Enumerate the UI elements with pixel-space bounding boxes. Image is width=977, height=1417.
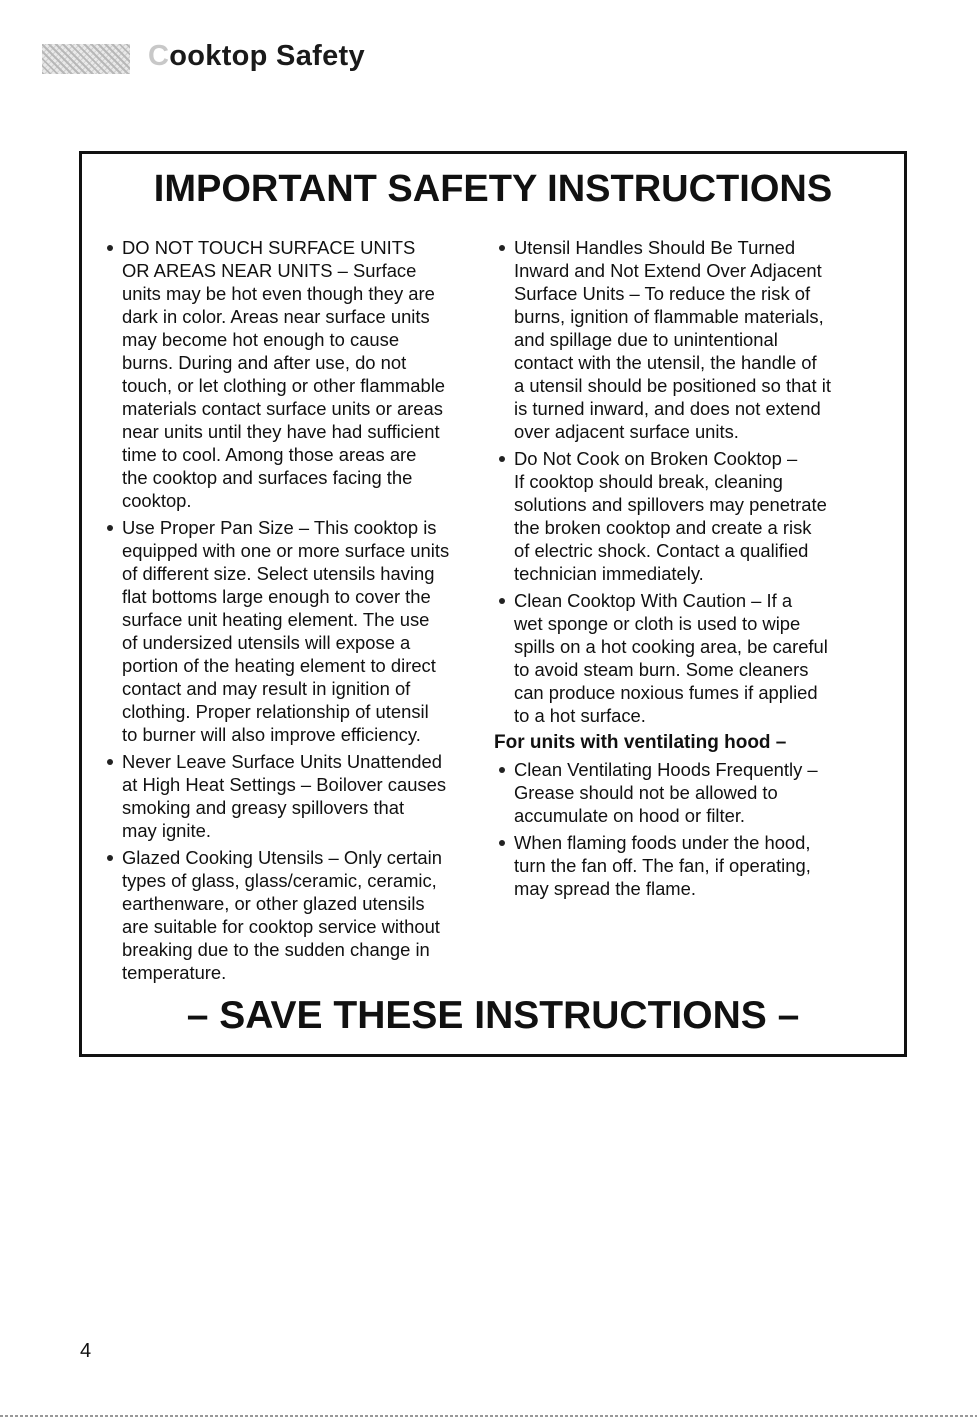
bullet-text-line: of undersized utensils will expose a (122, 632, 411, 653)
bullet-text-line: If cooktop should break, cleaning (514, 471, 783, 492)
bullet-item (102, 236, 484, 512)
box-title: IMPORTANT SAFETY INSTRUCTIONS (153, 168, 833, 210)
bullet-text-line: burns. During and after use, do not (122, 352, 407, 373)
bullet-text-line: turn the fan off. The fan, if operating, (514, 855, 811, 876)
bullet-text-line: time to cool. Among those areas are (122, 444, 417, 465)
bullet-item (494, 758, 874, 827)
bullet-item (494, 831, 874, 900)
bullet-icon (107, 855, 113, 861)
bullet-text-line: solutions and spillovers may penetrate (514, 494, 827, 515)
bullet-text-line: technician immediately. (514, 563, 704, 584)
hood-items (494, 758, 874, 900)
section-title-initial: C (148, 40, 170, 72)
bullet-text-line: breaking due to the sudden change in (122, 939, 430, 960)
bullet-text-line: is turned inward, and does not extend (514, 398, 821, 419)
bullet-text-line: accumulate on hood or filter. (514, 805, 746, 826)
bullet-text-line: Never Leave Surface Units Unattended (122, 751, 442, 772)
bullet-text-line: at High Heat Settings – Boilover causes (122, 774, 447, 795)
bullet-item (102, 516, 484, 746)
bullet-text-line: contact with the utensil, the handle of (514, 352, 817, 373)
bullet-text-line: spills on a hot cooking area, be careful (514, 636, 828, 657)
bullet-text-line: a utensil should be positioned so that it (514, 375, 831, 396)
bullet-text-line: dark in color. Areas near surface units (122, 306, 430, 327)
header-pattern-graphic (42, 44, 130, 74)
bullet-text-line: temperature. (122, 962, 227, 983)
bullet-text-line: to a hot surface. (514, 705, 646, 726)
save-instructions-footer: – SAVE THESE INSTRUCTIONS – (186, 994, 800, 1037)
bullet-icon (499, 245, 505, 251)
bullet-text-line: portion of the heating element to direct (122, 655, 436, 676)
bullet-text-line: to burner will also improve efficiency. (122, 724, 421, 745)
bullet-icon (107, 525, 113, 531)
bullet-text-line: the broken cooktop and create a risk (514, 517, 812, 538)
bullet-text-line: earthenware, or other glazed utensils (122, 893, 425, 914)
left-column (102, 236, 484, 988)
bullet-text-line: flat bottoms large enough to cover the (122, 586, 431, 607)
bullet-item (102, 846, 484, 984)
bullet-text-line: may ignite. (122, 820, 211, 841)
bullet-text-line: Use Proper Pan Size – This cooktop is (122, 517, 437, 538)
bullet-text-line: are suitable for cooktop service without (122, 916, 440, 937)
section-title (148, 40, 365, 73)
bullet-text-line: over adjacent surface units. (514, 421, 739, 442)
bullet-text-line: cooktop. (122, 490, 192, 511)
bullet-text-line: OR AREAS NEAR UNITS – Surface (122, 260, 417, 281)
bullet-text-line: near units until they have had sufficient (122, 421, 440, 442)
bullet-text-line: Do Not Cook on Broken Cooktop – (514, 448, 798, 469)
bullet-text-line: When flaming foods under the hood, (514, 832, 811, 853)
bullet-text-line: Clean Ventilating Hoods Frequently – (514, 759, 818, 780)
bullet-text-line: equipped with one or more surface units (122, 540, 450, 561)
bullet-text-line: Clean Cooktop With Caution – If a (514, 590, 793, 611)
bullet-text-line: contact and may result in ignition of (122, 678, 411, 699)
page-number: 4 (80, 1340, 92, 1362)
right-column-items (494, 236, 874, 727)
right-column (494, 236, 874, 904)
bullet-icon (499, 840, 505, 846)
bullet-text-line: clothing. Proper relationship of utensil (122, 701, 429, 722)
bullet-text-line: of different size. Select utensils having (122, 563, 435, 584)
bullet-text-line: Grease should not be allowed to (514, 782, 778, 803)
safety-instructions-box (79, 151, 907, 1057)
bullet-text-line: to avoid steam burn. Some cleaners (514, 659, 809, 680)
bullet-icon (107, 759, 113, 765)
bullet-icon (107, 245, 113, 251)
section-title-rest: ooktop Safety (169, 40, 365, 72)
bullet-icon (499, 456, 505, 462)
bullet-icon (499, 598, 505, 604)
bullet-text-line: units may be hot even though they are (122, 283, 435, 304)
bullet-text-line: can produce noxious fumes if applied (514, 682, 818, 703)
bullet-text-line: Utensil Handles Should Be Turned (514, 237, 796, 258)
bullet-text-line: materials contact surface units or areas (122, 398, 443, 419)
bullet-text-line: the cooktop and surfaces facing the (122, 467, 413, 488)
bullet-text-line: may become hot enough to cause (122, 329, 400, 350)
bullet-item (494, 236, 874, 443)
hood-heading: For units with ventilating hood – (494, 732, 787, 753)
bullet-text-line: may spread the flame. (514, 878, 696, 899)
bullet-text-line: Glazed Cooking Utensils – Only certain (122, 847, 442, 868)
bullet-text-line: and spillage due to unintentional (514, 329, 778, 350)
bullet-item (494, 589, 874, 727)
bullet-text-line: DO NOT TOUCH SURFACE UNITS (122, 237, 416, 258)
bullet-text-line: wet sponge or cloth is used to wipe (514, 613, 801, 634)
bullet-text-line: touch, or let clothing or other flammable (122, 375, 446, 396)
bullet-text-line: Surface Units – To reduce the risk of (514, 283, 811, 304)
bullet-text-line: of electric shock. Contact a qualified (514, 540, 809, 561)
bullet-item (102, 750, 484, 842)
bullet-icon (499, 767, 505, 773)
bullet-text-line: types of glass, glass/ceramic, ceramic, (122, 870, 437, 891)
bullet-text-line: Inward and Not Extend Over Adjacent (514, 260, 822, 281)
bullet-text-line: burns, ignition of flammable materials, (514, 306, 824, 327)
bullet-text-line: surface unit heating element. The use (122, 609, 430, 630)
bullet-text-line: smoking and greasy spillovers that (122, 797, 405, 818)
bullet-item (494, 447, 874, 585)
